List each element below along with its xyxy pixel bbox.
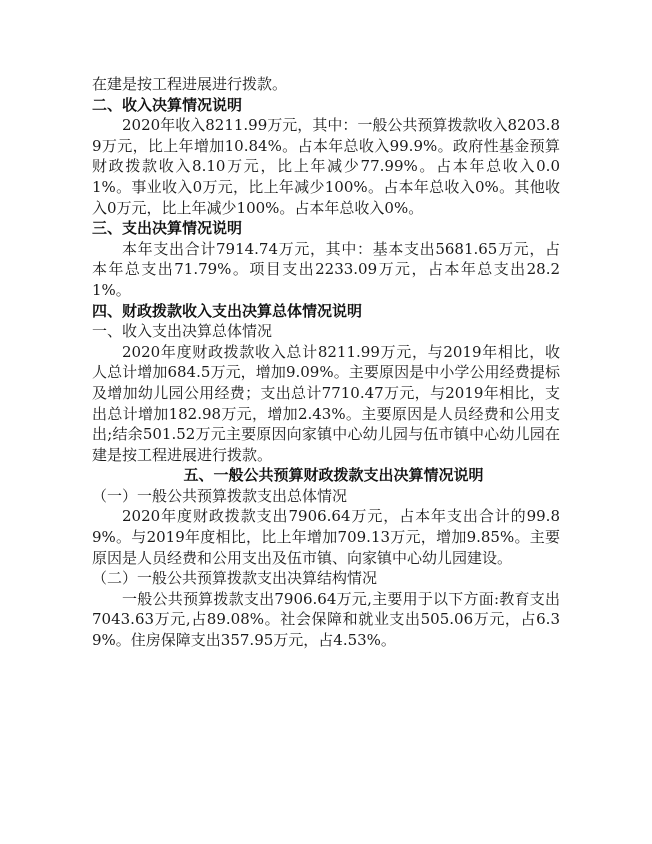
section-3-heading: 三、支出决算情况说明	[92, 219, 243, 238]
section-4-heading: 四、财政拨款收入支出决算总体情况说明	[92, 301, 363, 320]
document-body	[92, 74, 560, 651]
section-4-subheading: 一、收入支出决算总体情况	[92, 322, 273, 341]
section-5-heading: 五、一般公共预算财政拨款支出决算情况说明	[183, 466, 484, 485]
section-3-paragraph: 本年支出合计7914.74万元，其中：基本支出5681.65万元，占本年总支出71.79%。项目支出2233.09万元，占本年总支出28.21%。	[92, 239, 560, 299]
section-5-sub1-paragraph: 2020年度财政拨款支出7906.64万元，占本年支出合计的99.89%。与2019年度相比，比上年增加709.13万元，增加9.85%。主要原因是人员经费和公用支出及伍市镇、向家镇中心幼儿园建设。	[92, 507, 560, 567]
section-5-sub2-heading: （二）一般公共预算拨款支出决算结构情况	[92, 569, 378, 588]
section-5-sub1-heading: （一）一般公共预算拨款支出总体情况	[92, 486, 348, 505]
section-2-paragraph: 2020年收入8211.99万元，其中：一般公共预算拨款收入8203.89万元，比上年增加10.84%。占本年总收入99.9%。政府性基金预算财政拨款收入8.10万元，比上年减少77.99%。占本年总收入0.01%。事业收入0万元，比上年减少100%。占本年总收入0%。其他收入0万元，比上年减少100%。占本年总收入0%。	[92, 116, 560, 217]
intro-tail-text: 在建是按工程进展进行拨款。	[92, 75, 288, 93]
section-4-paragraph: 2020年度财政拨款收入总计8211.99万元，与2019年相比，收人总计增加684.5万元，增加9.09%。主要原因是中小学公用经费提标及增加幼儿园公用经费；支出总计7710.47万元，与2019年相比，支出总计增加182.98万元，增加2.43%。主要原因是人员经费和公用支出;结余501.52万元主要原因向家镇中心幼儿园与伍市镇中心幼儿园在建是按工程进展进行拨款。	[92, 342, 560, 464]
section-2-heading: 二、收入决算情况说明	[92, 95, 243, 114]
section-5-sub2-paragraph: 一般公共预算拨款支出7906.64万元,主要用于以下方面:教育支出7043.63万元,占89.08%。社会保障和就业支出505.06万元，占6.39%。住房保障支出357.95万元，占4.53%。	[92, 589, 560, 650]
